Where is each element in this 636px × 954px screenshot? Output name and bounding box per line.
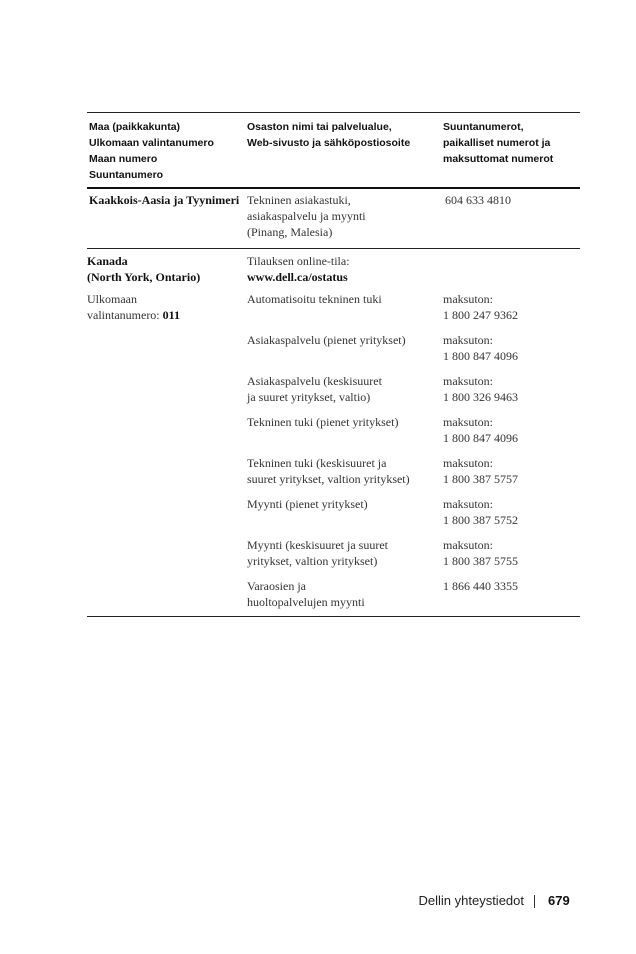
header-line: Osaston nimi tai palvelualue, <box>247 121 392 133</box>
table-row <box>87 189 580 248</box>
country-cell <box>87 253 247 612</box>
number-line: 1 800 326 9463 <box>443 390 518 404</box>
number-cell <box>443 332 580 364</box>
online-url-link[interactable]: www.dell.ca/ostatus <box>247 270 348 284</box>
header-line: Maan numero <box>89 153 158 165</box>
service-line: Myynti (keskisuuret ja suuret <box>247 538 388 552</box>
service-line: huoltopalvelujen myynti <box>247 595 365 609</box>
number-line: 1 866 440 3355 <box>443 579 518 593</box>
service-cell <box>247 373 443 405</box>
canada-services <box>247 253 580 612</box>
country-location: (North York, Ontario) <box>87 270 201 284</box>
number-line: 1 800 847 4096 <box>443 431 518 445</box>
service-line: Tekninen asiakastuki, <box>247 193 351 207</box>
page-number: 679 <box>548 893 570 908</box>
service-cell <box>247 455 443 487</box>
header-line: Suuntanumerot, <box>443 121 524 133</box>
header-line: Ulkomaan valintanumero <box>89 137 214 149</box>
number-line: maksuton: <box>443 538 493 552</box>
number-cell: 604 633 4810 <box>445 193 511 207</box>
list-item <box>247 291 580 323</box>
number-cell <box>443 373 580 405</box>
header-service <box>247 119 443 183</box>
service-line: Asiakaspalvelu (keskisuuret <box>247 374 382 388</box>
header-country <box>87 119 247 183</box>
intl-code: 011 <box>162 308 180 322</box>
page-footer <box>0 893 636 909</box>
number-cell <box>443 291 580 323</box>
service-line: asiakaspalvelu ja myynti <box>247 209 366 223</box>
number-line: 1 800 387 5755 <box>443 554 518 568</box>
service-line: Myynti (pienet yritykset) <box>247 497 368 511</box>
number-line: maksuton: <box>443 333 493 347</box>
online-label: Tilauksen online-tila: <box>247 254 350 268</box>
footer-separator <box>534 895 535 908</box>
service-line: (Pinang, Malesia) <box>247 225 333 239</box>
header-numbers <box>443 119 580 183</box>
service-line: Varaosien ja <box>247 579 306 593</box>
number-line: maksuton: <box>443 292 493 306</box>
list-item <box>247 332 580 364</box>
header-line: Suuntanumero <box>89 169 164 181</box>
intl-label: valintanumero: <box>87 308 163 322</box>
number-cell <box>443 578 580 610</box>
service-cell <box>247 192 443 240</box>
number-cell <box>443 496 580 528</box>
footer-section-title: Dellin yhteystiedot <box>418 893 524 908</box>
country-cell: Kaakkois-Aasia ja Tyynimeri <box>89 193 240 207</box>
header-line: Maa (paikkakunta) <box>89 121 181 133</box>
number-line: 1 800 387 5757 <box>443 472 518 486</box>
number-line: maksuton: <box>443 374 493 388</box>
table-row-canada <box>87 249 580 616</box>
list-item <box>247 414 580 446</box>
list-item <box>247 496 580 528</box>
contact-table <box>87 112 580 617</box>
number-line: maksuton: <box>443 456 493 470</box>
number-line: 1 800 387 5752 <box>443 513 518 527</box>
number-cell <box>443 455 580 487</box>
header-line: paikalliset numerot ja <box>443 137 551 149</box>
service-line: Tekninen tuki (keskisuuret ja <box>247 456 387 470</box>
service-cell <box>247 537 443 569</box>
service-line: Asiakaspalvelu (pienet yritykset) <box>247 333 406 347</box>
list-item <box>247 578 580 610</box>
number-line: 1 800 247 9362 <box>443 308 518 322</box>
service-line: yritykset, valtion yritykset) <box>247 554 378 568</box>
number-line: maksuton: <box>443 415 493 429</box>
service-line: Tekninen tuki (pienet yritykset) <box>247 415 399 429</box>
table-bottom-rule <box>87 616 580 617</box>
country-name: Kanada <box>87 254 128 268</box>
number-line: 1 800 847 4096 <box>443 349 518 363</box>
service-cell <box>247 578 443 610</box>
list-item <box>247 373 580 405</box>
list-item <box>247 455 580 487</box>
number-cell <box>443 414 580 446</box>
header-line: Web-sivusto ja sähköpostiosoite <box>247 137 411 149</box>
header-line: maksuttomat numerot <box>443 153 554 165</box>
table-header-row <box>87 113 580 187</box>
number-cell <box>443 537 580 569</box>
service-line: suuret yritykset, valtion yritykset) <box>247 472 410 486</box>
intl-label: Ulkomaan <box>87 292 137 306</box>
service-line: ja suuret yritykset, valtio) <box>247 390 371 404</box>
service-line: Automatisoitu tekninen tuki <box>247 292 382 306</box>
number-line: maksuton: <box>443 497 493 511</box>
list-item <box>247 537 580 569</box>
